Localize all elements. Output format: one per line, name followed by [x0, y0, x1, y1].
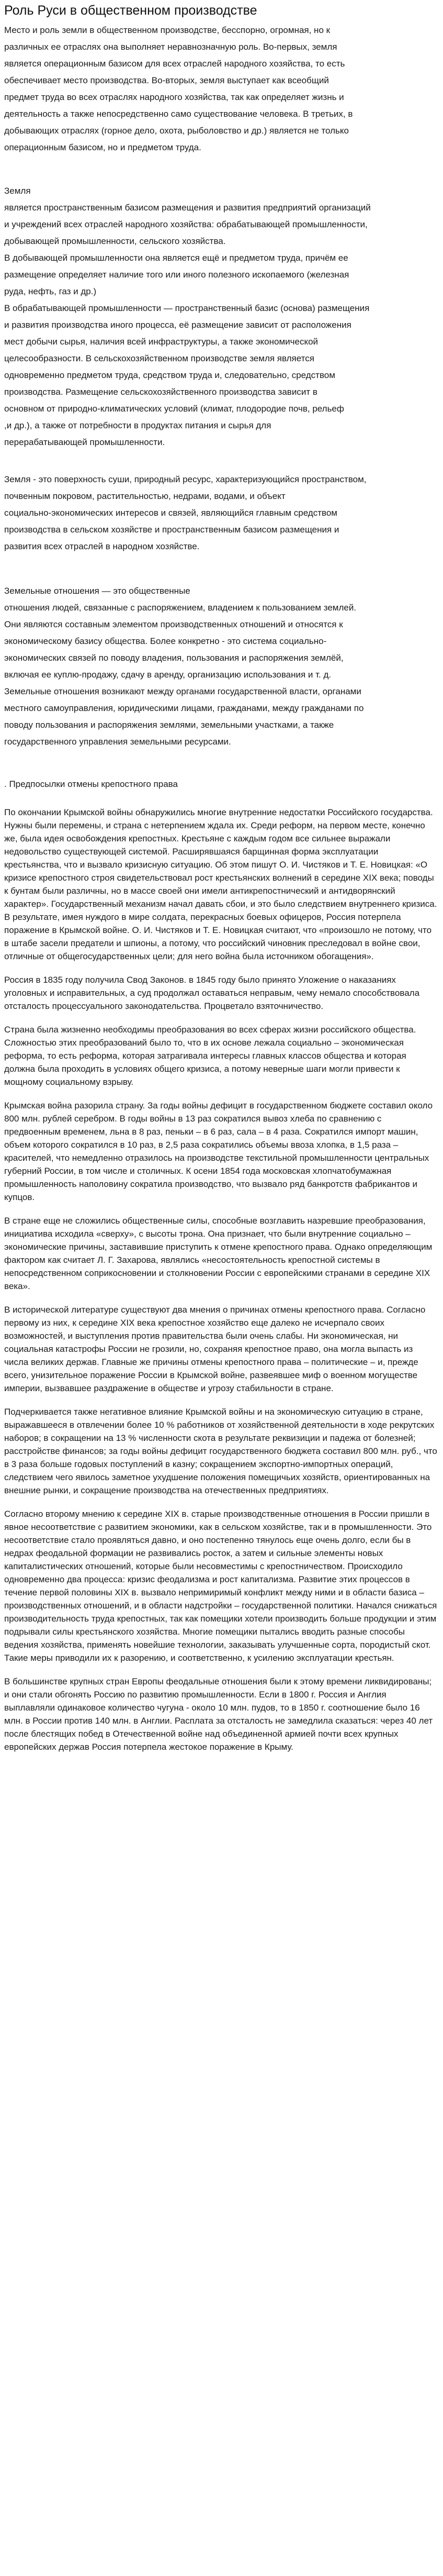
paragraph: По окончании Крымской войны обнаружились многие внутренние недостатки Российского государства. Нужны были перемены, и страна с нетерпением ждала их. Среди реформ, на первом месте, конечно же, была идея освобождения крепостных. Крестьяне с каждым годом все сильнее выражали недовольство существующей системой. Расширявшаяся барщинная форма эксплуатации крестьянства, что и вызвало кризисную ситуацию. Об этом пишут О. И. Чистяков и Т. Е. Новицкая: «О кризисе крепостного строя свидетельствовал рост крестьянских волнений в середине XIX века; поводы к бунтам были различны, но в массе своей они имели антикрепостнический и антидворянский характер». Государственный механизм начал давать сбои, и это было следствием внутреннего кризиса. В результате, имея нуждого в мире солдата, перекрасных боевых офицеров, Россия потерпела поражение в Крымской войне. О. И. Чистяков и Т. Е. Новицкая считают, что «произошло не потому, что в штабе засели предатели и шпионы, а потому, что российский чиновник преследовал в войне свои, отличные от общегосударственных цели; для него война была источником обогащения».: [4, 807, 437, 961]
text-line: руда, нефть, газ и др.): [4, 286, 97, 296]
section-land-definition: [4, 473, 438, 553]
text-line: развития всех отраслей в народном хозяйстве.: [4, 541, 200, 551]
section-land-basis: [4, 184, 438, 449]
text-line: операционным базисом, но и предметом труда.: [4, 142, 201, 152]
paragraph: Согласно второму мнению к середине XIX в. старые производственные отношения в России пришли в явное несоответствие с развитием экономики, как в сельском хозяйстве, так и в промышленности. Это несоответствие стало проявляться давно, и оно постепенно тянулось еще очень долго, если бы в недрах феодальной формации не развивались росток, а затем и сильные элементы новых капиталистических отношений, которые были несовместимы с крепостничеством. Происходило одновременно два процесса: кризис феодализма и рост капитализма. Развитие этих процессов в течение первой половины XIX в. вызвало непримиримый конфликт между ними и в области базиса – производственных отношений, и в области надстройки – государственной политики. Начался снижаться производительность труда крепостных, так как помещики хотели производить больше продукции и этим подрывали силы крестьянского хозяйства. Многие помещики пытались вводить разные способы ведения хозяйства, применять новейшие технологии, заказывать улучшенные сорта, породистый скот. Такие меры приводили их к разорению, и соответственно, к усилению эксплуатации крестьян.: [4, 1509, 437, 1663]
text-line: Они являются составным элементом производственных отношений и относятся к: [4, 619, 343, 629]
page-title: Роль Руси в общественном производстве: [4, 3, 257, 18]
text-line: Земельные отношения возникают между органами государственной власти, органами: [4, 686, 361, 696]
section-land-role: [4, 24, 438, 154]
text-line: является пространственным базисом размещения и развития предприятий организаций: [4, 203, 371, 213]
text-line: отношения людей, связанные с распоряжением, владением к пользованием землей.: [4, 603, 357, 613]
text-line: перерабатывающей промышленности.: [4, 437, 165, 447]
paragraph: Крымская война разорила страну. За годы войны дефицит в государственном бюджете составил около 800 млн. рублей серебром. В годы войны в 13 раз сократился вывоз хлеба по сравнению с предвоенным временем, льна в 8 раз, пеньки – в 6 раз, сала – в 4 раза. Сократился импорт машин, объем которого сократился в 10 раз, в 2,5 раза сократились объемы ввоза хлопка, в 1,5 раза – красителей, что немедленно отразилось на производстве текстильной промышленности центральных губерний России, в том числе и столичных. К осени 1854 года московская хлопчатобумажная промышленность наполовину сократила производство, что вызвало ряд банкротств фабрикантов и купцов.: [4, 1101, 433, 1202]
text-line: мест добычи сырья, наличия всей инфраструктуры, а также экономической: [4, 337, 319, 347]
text-line: местного самоуправления, юридическими лицами, гражданами, между гражданами по: [4, 703, 364, 713]
text-line: почвенным покровом, растительностью, недрами, водами, и объект: [4, 491, 286, 501]
text-line: государственного управления земельными ресурсами.: [4, 737, 231, 747]
text-line: экономическому базису общества. Более конкретно - это система социально-: [4, 636, 327, 646]
text-line: производства. Размещение сельскохозяйственного производства зависит в: [4, 387, 317, 397]
text-line: и учреждений всех отраслей народного хозяйства: обрабатывающей промышленности,: [4, 219, 368, 229]
text-line: обеспечивает место производства. Во-вторых, земля выступает как всеобщий: [4, 75, 329, 85]
paragraph: Страна была жизненно необходимы преобразования во всех сферах жизни российского общества. Сложностью этих преобразований было то, что в их основе лежала социально – экономическая реформа, то есть реформа, которая затрагивала интересы главных классов общества и которая должна была проходить в условиях общего кризиса, а потому неверные шаги могли привести к мощному социальному взрыву.: [4, 1025, 416, 1087]
text-line: целесообразности. В сельскохозяйственном производстве земля является: [4, 353, 314, 363]
text-line: включая ее куплю-продажу, сдачу в аренду, организацию использования и т. д.: [4, 670, 332, 680]
paragraph: В стране еще не сложились общественные силы, способные возглавить назревшие преобразования, инициатива исходила «сверху», с высоты трона. Она признает, что были внутренние социально – экономические причины, заставившие приступить к отмене крепостного права. Однако определяющим фактором как считает Л. Г. Захарова, являлись «несостоятельность крепостной системы в непосредственном соприкосновении и столкновении России с европейскими странами в середине XIX века».: [4, 1216, 433, 1291]
text-line: предмет труда во всех отраслях народного хозяйства, так как определяет жизнь и: [4, 92, 344, 102]
text-line: В обрабатывающей промышленности — пространственный базис (основа) размещения: [4, 303, 370, 313]
text-line: Место и роль земли в общественном производстве, бесспорно, огромная, но к: [4, 25, 331, 35]
text-line: добывающей промышленности, сельского хозяйства.: [4, 236, 226, 246]
section-serfdom-abolition: [4, 806, 438, 1753]
text-line: экономических связей по поводу владения, пользования и распоряжения землёй,: [4, 653, 344, 663]
text-line: В добывающей промышленности она является ещё и предметом труда, причём ее: [4, 253, 348, 263]
text-line: Земля - это поверхность суши, природный ресурс, характеризующийся пространством,: [4, 474, 367, 484]
text-line: и развития производства иного процесса, её размещение зависит от расположения: [4, 320, 351, 330]
text-line: является операционным базисом для всех отраслей народного хозяйства, то есть: [4, 59, 345, 69]
section-heading: . Предпосылки отмены крепостного права: [4, 779, 178, 789]
text-line: ,и др.), а также от потребности в продуктах питания и сырья для: [4, 420, 271, 430]
text-line: одновременно предметом труда, средством труда и, следовательно, средством: [4, 370, 335, 380]
paragraph: Россия в 1835 году получила Свод Законов. в 1845 году было принято Уложение о наказаниях уголовных и исправительных, а суд продолжал оставаться неправым, чему немало способствовала отсталость процессуального законодательства. Процветало взяточничество.: [4, 975, 420, 1011]
text-line: производства в сельском хозяйстве и пространственным базисом размещения и: [4, 525, 339, 535]
text-line: размещение определяет наличие того или иного полезного ископаемого (железная: [4, 270, 349, 280]
text-line: основном от природно-климатических условий (климат, плодородие почв, рельеф: [4, 404, 344, 414]
text-line: поводу пользования и распоряжения землями, земельными участками, а также: [4, 720, 334, 730]
paragraph: В исторической литературе существуют два мнения о причинах отмены крепостного права. Согласно первому из них, к середине XIX века крепостное хозяйство еще далеко не исчерпало своих возможностей, и выступления против правительства были очень слабы. Ни экономическая, ни социальная катастрофы России не грозили, но, сохраняя крепостное право, она могла выпасть из числа великих держав. Главные же причины отмены крепостного права – политические – и, прежде всего, унизительное поражение России в Крымской войне, развеявшее миф о военном могуществе империи, вызвавшее раздражение в обществе и угрозу стабильности в стране.: [4, 1305, 426, 1393]
section-heading: Земля: [4, 186, 31, 196]
section-land-relations: [4, 584, 438, 748]
text-line: социально-экономических интересов и связей, являющийся главным средством: [4, 508, 337, 518]
text-line: различных ее отраслях она выполняет неравнозначную роль. Во-первых, земля: [4, 42, 337, 52]
text-line: деятельность а также непосредственно само существование человека. В третьих, в: [4, 109, 353, 119]
paragraph: В большинстве крупных стран Европы феодальные отношения были к этому времени ликвидированы; и они стали обгонять Россию по развитию промышленности. Если в 1800 г. Россия и Англия выплавляли одинаковое количество чугуна - около 10 млн. пудов, то в 1850 г. соотношение было 16 млн. в России против 140 млн. в Англии. Расплата за отсталость не замедлила сказаться: через 40 лет после блестящих побед в Отечественной войне над объединенной армией почти всех крупных европейских держав Россия потерпела жестокое поражение в Крыму.: [4, 1676, 433, 1752]
text-line: добывающих отраслях (горное дело, охота, рыболовство и др.) является не только: [4, 126, 349, 136]
paragraph: Подчеркивается также негативное влияние Крымской войны и на экономическую ситуацию в стране, выражавшееся в отвлечении более 10 % работников от хозяйственной деятельности в ходе рекрутских наборов; в сокращении на 13 % численности скота в результате реквизиции и падежа от болезней; расстройстве финансов; за годы войны дефицит государственного бюджета составил 800 млн. руб., что в 3 раза больше годовых поступлений в казну; сокращением экспортно-импортных операций, следствием чего явилось заметное ухудшение положения помещичьих хозяйств, ориентированных на внешние рынки, и сокращение производства на отечественных предприятиях.: [4, 1407, 437, 1495]
text-line: Земельные отношения — это общественные: [4, 586, 190, 596]
